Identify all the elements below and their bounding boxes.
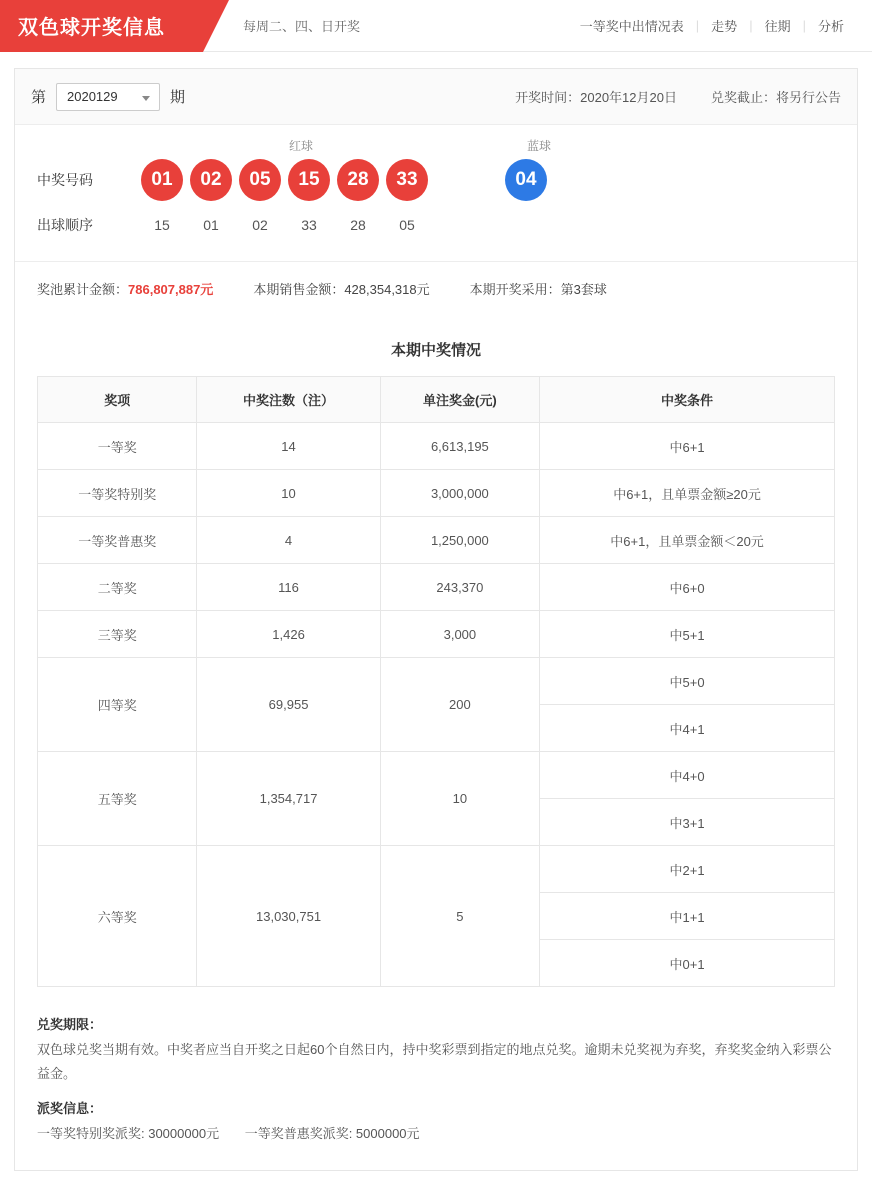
bonus-item-general: 一等奖普惠奖派奖: 5000000元 bbox=[244, 1125, 420, 1141]
bonus-info-items bbox=[37, 1122, 835, 1147]
brand-title: 双色球开奖信息 bbox=[0, 0, 203, 52]
draw-order-row bbox=[15, 209, 857, 251]
table-row bbox=[38, 517, 835, 564]
cell-prize-amount: 243,370 bbox=[380, 564, 539, 611]
red-ball: 33 bbox=[386, 159, 428, 201]
cell-prize-level: 二等奖 bbox=[38, 564, 197, 611]
table-row bbox=[38, 470, 835, 517]
brand-subtitle: 每周二、四、日开奖 bbox=[243, 19, 361, 34]
th-winner-count: 中奖注数（注） bbox=[197, 377, 380, 423]
cell-winner-count: 14 bbox=[197, 423, 380, 470]
cell-condition: 中2+1 bbox=[540, 846, 835, 893]
cell-prize-level: 一等奖特别奖 bbox=[38, 470, 197, 517]
nav-link-history[interactable]: 往期 bbox=[764, 19, 791, 34]
prize-table-title: 本期中奖情况 bbox=[390, 342, 481, 359]
cell-winner-count: 69,955 bbox=[197, 658, 380, 752]
draw-order-number: 33 bbox=[301, 217, 317, 233]
page-header bbox=[0, 0, 872, 52]
cell-condition: 中1+1 bbox=[540, 893, 835, 940]
red-ball: 05 bbox=[239, 159, 281, 201]
draw-order-number: 15 bbox=[154, 217, 170, 233]
cell-prize-level: 一等奖 bbox=[38, 423, 197, 470]
claim-deadline-label: 兑奖截止： bbox=[710, 90, 776, 105]
pool-amount-value: 786,807,887元 bbox=[128, 282, 214, 297]
cell-condition: 中6+1，且单票金额≥20元 bbox=[540, 470, 835, 517]
th-prize-level: 奖项 bbox=[38, 377, 197, 423]
th-prize-amount: 单注奖金(元) bbox=[380, 377, 539, 423]
cell-winner-count: 13,030,751 bbox=[197, 846, 380, 987]
cell-condition: 中4+0 bbox=[540, 752, 835, 799]
draw-order-number: 01 bbox=[203, 217, 219, 233]
cell-condition: 中6+0 bbox=[540, 564, 835, 611]
cell-winner-count: 10 bbox=[197, 470, 380, 517]
draw-time bbox=[515, 87, 677, 106]
red-ball: 02 bbox=[190, 159, 232, 201]
sales-amount-label: 本期销售金额： bbox=[253, 282, 345, 297]
summary-bar bbox=[15, 261, 857, 315]
period-bar bbox=[15, 69, 857, 125]
footer-notes bbox=[15, 997, 857, 1170]
header-nav bbox=[568, 16, 872, 35]
cell-condition: 中3+1 bbox=[540, 799, 835, 846]
cell-prize-amount: 1,250,000 bbox=[380, 517, 539, 564]
cell-winner-count: 4 bbox=[197, 517, 380, 564]
nav-link-first-prize-table[interactable]: 一等奖中出情况表 bbox=[579, 19, 684, 34]
nav-link-analysis[interactable]: 分析 bbox=[817, 19, 844, 34]
machine-used bbox=[470, 279, 607, 298]
machine-used-label: 本期开奖采用： bbox=[469, 282, 561, 297]
cell-prize-amount: 5 bbox=[380, 846, 539, 987]
machine-used-value: 第3套球 bbox=[560, 282, 607, 297]
pool-amount bbox=[37, 279, 213, 298]
draw-order-number: 28 bbox=[350, 217, 366, 233]
nav-separator-2: | bbox=[749, 18, 753, 33]
cell-prize-level: 三等奖 bbox=[38, 611, 197, 658]
blue-ball: 04 bbox=[505, 159, 547, 201]
cell-condition: 中4+1 bbox=[540, 705, 835, 752]
red-ball-heading: 红球 bbox=[289, 139, 314, 153]
cell-condition: 中5+0 bbox=[540, 658, 835, 705]
cell-prize-amount: 3,000 bbox=[380, 611, 539, 658]
prize-table-section bbox=[15, 315, 857, 997]
th-condition: 中奖条件 bbox=[540, 377, 835, 423]
prize-table bbox=[37, 376, 835, 987]
draw-order-label: 出球顺序 bbox=[37, 217, 93, 233]
cell-prize-level: 五等奖 bbox=[38, 752, 197, 846]
sales-amount bbox=[253, 279, 429, 298]
cell-prize-amount: 3,000,000 bbox=[380, 470, 539, 517]
draw-order-number: 02 bbox=[252, 217, 268, 233]
cell-condition: 中6+1，且单票金额＜20元 bbox=[540, 517, 835, 564]
period-prefix-label: 第 bbox=[31, 89, 47, 106]
cell-winner-count: 1,354,717 bbox=[197, 752, 380, 846]
table-row bbox=[38, 564, 835, 611]
red-ball: 28 bbox=[337, 159, 379, 201]
cell-prize-level: 一等奖普惠奖 bbox=[38, 517, 197, 564]
cell-prize-level: 六等奖 bbox=[38, 846, 197, 987]
claim-deadline bbox=[711, 87, 841, 106]
nav-link-trend[interactable]: 走势 bbox=[711, 19, 738, 34]
bonus-item-special: 一等奖特别奖派奖: 30000000元 bbox=[37, 1125, 220, 1141]
nav-separator-3: | bbox=[802, 18, 806, 33]
cell-condition: 中5+1 bbox=[540, 611, 835, 658]
table-row bbox=[38, 611, 835, 658]
draw-order-number: 05 bbox=[399, 217, 415, 233]
nav-separator-1: | bbox=[695, 18, 700, 33]
draw-time-value: 2020年12月20日 bbox=[580, 90, 677, 105]
cell-prize-amount: 10 bbox=[380, 752, 539, 846]
table-row bbox=[38, 423, 835, 470]
cell-winner-count: 1,426 bbox=[197, 611, 380, 658]
table-row bbox=[38, 846, 835, 893]
ball-group-headings bbox=[15, 131, 857, 155]
winning-numbers-label: 中奖号码 bbox=[37, 172, 93, 188]
period-select-value: 2020129 bbox=[67, 89, 118, 104]
cell-winner-count: 116 bbox=[197, 564, 380, 611]
notes-spacer bbox=[37, 1087, 835, 1097]
cell-prize-amount: 200 bbox=[380, 658, 539, 752]
cell-prize-amount: 6,613,195 bbox=[380, 423, 539, 470]
table-row bbox=[38, 752, 835, 799]
cell-prize-level: 四等奖 bbox=[38, 658, 197, 752]
claim-period-title: 兑奖期限： bbox=[37, 1017, 103, 1032]
red-ball: 15 bbox=[288, 159, 330, 201]
pool-amount-label: 奖池累计金额： bbox=[37, 282, 129, 297]
winning-numbers-row bbox=[15, 155, 857, 209]
blue-ball-heading: 蓝球 bbox=[527, 139, 552, 153]
chevron-down-icon bbox=[142, 96, 150, 101]
red-ball: 01 bbox=[141, 159, 183, 201]
table-row bbox=[38, 658, 835, 705]
cell-condition: 中0+1 bbox=[540, 940, 835, 987]
bonus-info-title: 派奖信息： bbox=[37, 1101, 103, 1117]
sales-amount-value: 428,354,318元 bbox=[344, 282, 430, 297]
claim-deadline-value: 将另行公告 bbox=[775, 90, 841, 105]
period-suffix-label: 期 bbox=[170, 89, 186, 106]
draw-time-label: 开奖时间： bbox=[515, 90, 581, 105]
period-select[interactable] bbox=[56, 83, 160, 111]
period-meta bbox=[481, 87, 841, 106]
cell-condition: 中6+1 bbox=[540, 423, 835, 470]
numbers-area bbox=[15, 125, 857, 261]
result-panel bbox=[14, 68, 858, 1171]
claim-period-text: 双色球兑奖当期有效。中奖者应当自开奖之日起60个自然日内，持中奖彩票到指定的地点兑奖。逾期未兑奖视为弃奖，弃奖奖金纳入彩票公益金。 bbox=[37, 1041, 832, 1082]
table-header-row bbox=[38, 377, 835, 423]
